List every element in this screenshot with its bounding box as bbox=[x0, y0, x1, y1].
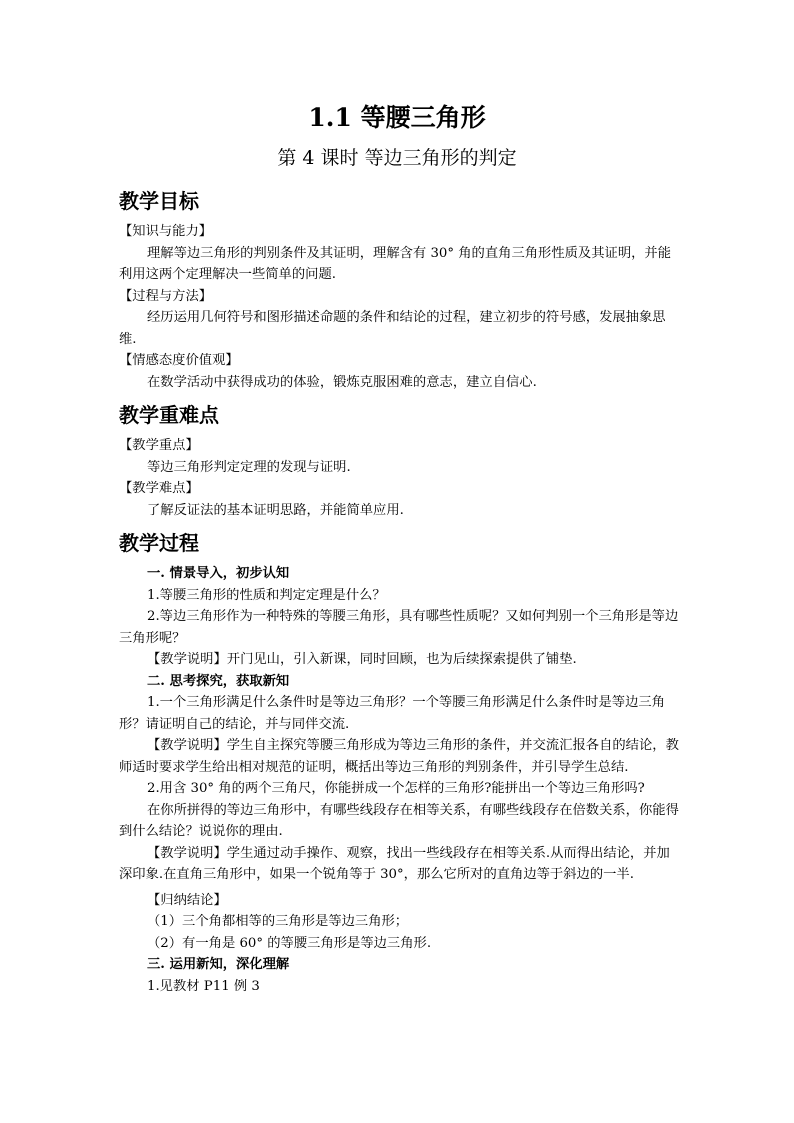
subsection-title-3: 三. 运用新知，深化理解 bbox=[147, 957, 290, 972]
question-1-1: 1.等腰三角形的性质和判定定理是什么？ bbox=[147, 587, 386, 603]
question-2-2: 2.用含 30° 角的两个三角尺，你能拼成一个怎样的三角形?能拼出一个等边三角形吗? bbox=[147, 781, 645, 796]
text-emotion: 在数学活动中获得成功的体验，锻炼克服困难的意志，建立自信心. bbox=[147, 374, 537, 390]
label-process: 【过程与方法】 bbox=[119, 288, 213, 304]
item-3-1: 1.见教材 P11 例 3 bbox=[147, 978, 260, 994]
section-heading-objectives: 教学目标 bbox=[119, 189, 199, 213]
text-knowledge: 理解等边三角形的判别条件及其证明，理解含有 30° 角的直角三角形性质及其证明，并能利用这两个定理解决一些简单的问题. bbox=[119, 245, 672, 282]
label-knowledge: 【知识与能力】 bbox=[119, 224, 213, 239]
text-focus: 等边三角形判定定理的发现与证明. bbox=[147, 459, 351, 475]
label-summary: 【归纳结论】 bbox=[147, 892, 227, 908]
question-2-2-continued: 在你所拼得的等边三角形中，有哪些线段存在相等关系，有哪些线段存在倍数关系，你能得到什么结论？说说你的理由. bbox=[119, 802, 679, 839]
text-difficulty: 了解反证法的基本证明思路，并能简单应用. bbox=[147, 502, 404, 518]
page-subtitle: 第 4 课时 等边三角形的判定 bbox=[277, 147, 517, 169]
teaching-note-2-1: 【教学说明】学生自主探究等腰三角形成为等边三角形的条件，并交流汇报各自的结论，教师适时要求学生给出相对规范的证明，概括出等边三角形的判别条件，并引导学生总结. bbox=[119, 738, 679, 775]
question-1-2: 2.等边三角形作为一种特殊的等腰三角形，具有哪些性质呢？又如何判别一个三角形是等边三角形呢？ bbox=[119, 609, 679, 646]
label-focus: 【教学重点】 bbox=[119, 438, 199, 453]
teaching-note-1: 【教学说明】开门见山，引入新课，同时回顾，也为后续探索提供了铺垫. bbox=[147, 652, 577, 667]
page-title: 1.1 等腰三角形 bbox=[308, 103, 486, 132]
subsection-title-2: 二. 思考探究，获取新知 bbox=[147, 673, 290, 689]
text-process: 经历运用几何符号和图形描述命题的条件和结论的过程，建立初步的符号感，发展抽象思维. bbox=[119, 310, 666, 347]
summary-item-2: （2）有一角是 60° 的等腰三角形是等边三角形. bbox=[147, 935, 432, 951]
section-heading-key-points: 教学重难点 bbox=[119, 403, 219, 427]
label-difficulty: 【教学难点】 bbox=[119, 481, 199, 496]
section-heading-process: 教学过程 bbox=[119, 531, 199, 555]
document-body bbox=[119, 183, 679, 997]
question-2-1: 1.一个三角形满足什么条件时是等边三角形？一个等腰三角形满足什么条件时是等边三角形？请证明自己的结论，并与同伴交流. bbox=[119, 695, 665, 732]
summary-item-1: （1）三个角都相等的三角形是等边三角形； bbox=[147, 914, 409, 929]
teaching-note-2-2: 【教学说明】学生通过动手操作、观察，找出一些线段存在相等关系.从而得出结论，并加深印象.在直角三角形中，如果一个锐角等于 30°，那么它所对的直角边等于斜边的一半. bbox=[119, 845, 670, 882]
subsection-title-1: 一. 情景导入，初步认知 bbox=[147, 566, 290, 581]
label-emotion: 【情感态度价值观】 bbox=[119, 353, 239, 368]
